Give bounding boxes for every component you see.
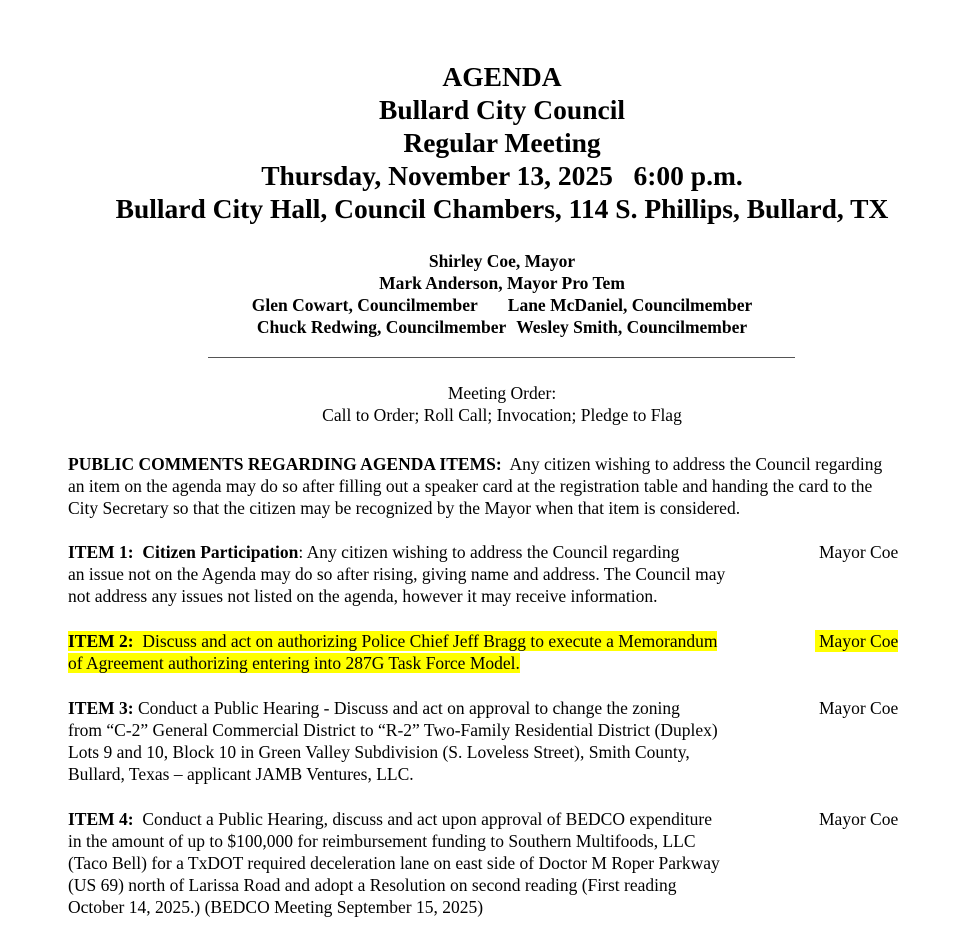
agenda-item-3 xyxy=(68,697,908,785)
agenda-item-2 xyxy=(68,630,908,674)
item-text: Conduct a Public Hearing - Discuss and act on approval to change the zoning xyxy=(133,698,680,718)
councilmember-name: Lane McDaniel, Councilmember xyxy=(507,295,753,315)
council-name: Bullard City Council xyxy=(378,94,625,125)
item-text: Lots 9 and 10, Block 10 in Green Valley Subdivision (S. Loveless Street), Smith County, xyxy=(68,742,690,762)
public-comments-text: an item on the agenda may do so after filling out a speaker card at the registration table and handing the card to the xyxy=(68,476,873,496)
item-text: October 14, 2025.) (BEDCO Meeting September 15, 2025) xyxy=(68,897,484,917)
mayor-name: Shirley Coe, Mayor xyxy=(428,251,576,271)
item-text: in the amount of up to $100,000 for reimbursement funding to Southern Multifoods, LLC xyxy=(68,831,696,851)
agenda-item-line xyxy=(68,541,808,563)
agenda-item-4 xyxy=(68,808,908,918)
highlighted-text xyxy=(68,631,717,651)
public-comments-line xyxy=(68,453,882,475)
agenda-item-line xyxy=(68,808,808,830)
item-text: Discuss and act on authorizing Police Chief Jeff Bragg to execute a Memorandum xyxy=(133,631,718,651)
public-comments-text: Any citizen wishing to address the Council regarding xyxy=(501,454,883,474)
item-text: an issue not on the Agenda may do so after rising, giving name and address. The Council may xyxy=(68,564,726,584)
meeting-order-steps: Call to Order; Roll Call; Invocation; Pledge to Flag xyxy=(322,405,682,425)
item-text: : Any citizen wishing to address the Council regarding xyxy=(298,542,680,562)
item-label: ITEM 4: xyxy=(68,809,134,829)
agenda-item-line xyxy=(68,630,808,652)
highlighted-text: of Agreement authorizing entering into 287G Task Force Model. xyxy=(68,653,520,673)
item-presenter: Mayor Coe xyxy=(819,698,899,718)
agenda-title: AGENDA xyxy=(442,61,562,92)
item-label: ITEM 3: xyxy=(68,698,134,718)
agenda-item-body xyxy=(68,697,808,785)
agenda-item-body xyxy=(68,630,808,674)
agenda-item-line xyxy=(68,652,808,674)
meeting-order xyxy=(0,382,980,426)
public-comments-section xyxy=(68,453,882,519)
agenda-item-line xyxy=(68,697,808,719)
item-presenter: Mayor Coe xyxy=(815,630,898,652)
item-text: (US 69) north of Larissa Road and adopt a Resolution on second reading (First reading xyxy=(68,875,677,895)
council-roster xyxy=(0,250,980,338)
mayor-pro-tem-name: Mark Anderson, Mayor Pro Tem xyxy=(379,273,625,293)
item-text: from “C-2” General Commercial District to “R-2” Two-Family Residential District (Duplex) xyxy=(68,720,718,740)
councilmember-name: Wesley Smith, Councilmember xyxy=(516,317,748,337)
item-text: Bullard, Texas – applicant JAMB Ventures, LLC. xyxy=(68,764,414,784)
item-text: (Taco Bell) for a TxDOT required deceleration lane on east side of Doctor M Roper Parkway xyxy=(68,853,720,873)
divider-line xyxy=(208,357,795,358)
agenda-item-body xyxy=(68,541,808,607)
item-label: ITEM 2: xyxy=(68,631,134,651)
councilmember-name: Chuck Redwing, Councilmember xyxy=(256,317,507,337)
councilmember-row-1 xyxy=(0,294,980,316)
item-presenter: Mayor Coe xyxy=(819,542,899,562)
agenda-header xyxy=(0,60,980,225)
item-title: Citizen Participation xyxy=(142,542,299,562)
councilmember-row-2 xyxy=(0,316,980,338)
public-comments-heading: PUBLIC COMMENTS REGARDING AGENDA ITEMS: xyxy=(68,454,502,474)
item-label: ITEM 1: xyxy=(68,542,143,562)
agenda-item-body xyxy=(68,808,808,918)
item-presenter: Mayor Coe xyxy=(819,809,899,829)
meeting-datetime: Thursday, November 13, 2025 6:00 p.m. xyxy=(261,160,743,191)
councilmember-name: Glen Cowart, Councilmember xyxy=(251,295,478,315)
item-text: Conduct a Public Hearing, discuss and act upon approval of BEDCO expenditure xyxy=(133,809,712,829)
meeting-location: Bullard City Hall, Council Chambers, 114 S. Phillips, Bullard, TX xyxy=(115,193,889,224)
meeting-type: Regular Meeting xyxy=(403,127,601,158)
meeting-order-label: Meeting Order: xyxy=(447,383,557,403)
public-comments-text: City Secretary so that the citizen may be recognized by the Mayor when that item is considered. xyxy=(68,498,741,518)
item-text: not address any issues not listed on the agenda, however it may receive information. xyxy=(68,586,658,606)
agenda-item-1 xyxy=(68,541,908,607)
